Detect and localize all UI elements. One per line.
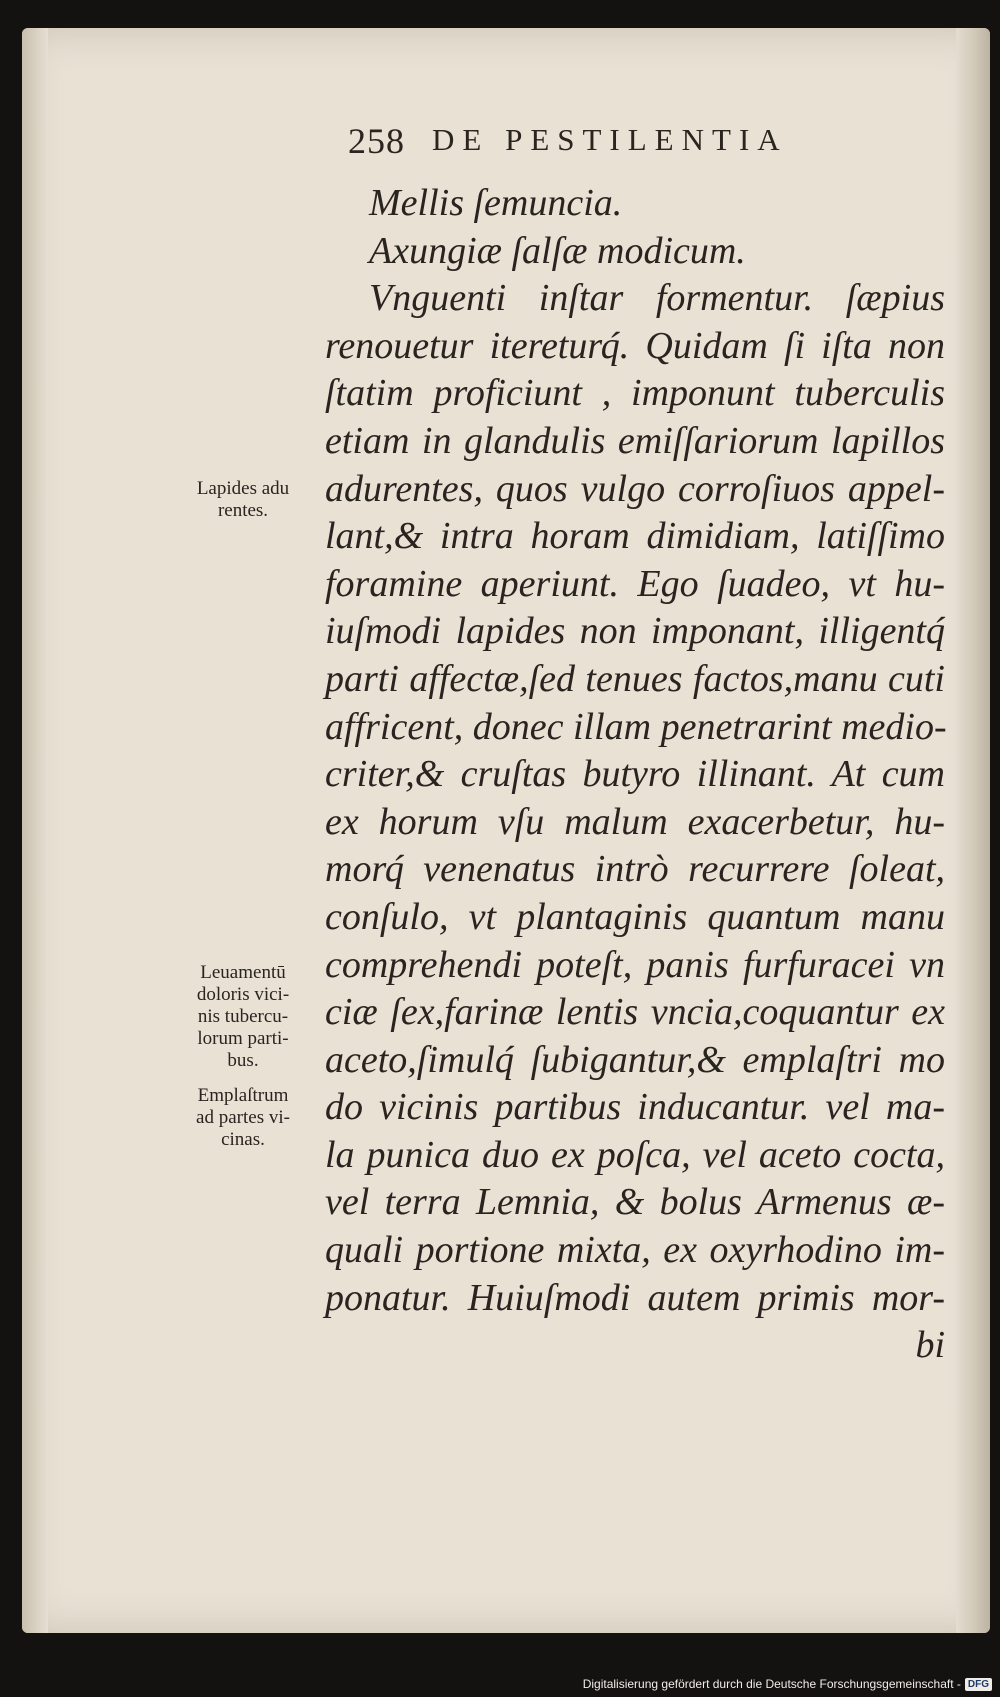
body-line: ciæ ſex,farinæ lentis vncia,coquantur ex <box>325 991 945 1034</box>
body-line: ſtatim proficiunt , imponunt tuberculis <box>325 372 945 415</box>
body-line: ex horum vſu malum exacerbetur, hu- <box>325 800 945 843</box>
body-line: parti affectæ,ſed tenues factos,manu cuti <box>325 657 945 700</box>
body-line: adurentes, quos vulgo corroſiuos appel- <box>325 467 945 510</box>
marginal-note-line: rentes. <box>217 500 269 521</box>
marginal-note-emplastrum <box>168 1085 318 1151</box>
body-line: Vnguenti inſtar formentur. ſæpius <box>369 277 945 320</box>
credit-text: Digitalisierung gefördert durch die Deutsche Forschungsgemeinschaft - <box>582 1677 961 1691</box>
body-line: conſulo, vt plantaginis quantum manu <box>325 895 945 938</box>
page-number: 258 <box>348 121 405 161</box>
running-title: DE PESTILENTIA <box>432 122 788 157</box>
page-right-edge <box>956 28 990 1633</box>
body-line: comprehendi poteſt, panis furfuracei vn <box>325 943 945 986</box>
body-line: etiam in glandulis emiſſariorum lapillos <box>325 419 945 462</box>
marginal-note-line: Leuamentū <box>200 962 286 983</box>
body-line: foramine aperiunt. Ego ſuadeo, vt hu- <box>325 562 945 605</box>
marginal-note-leuamentum <box>168 962 318 1072</box>
marginal-note-line: ad partes vi- <box>196 1107 290 1128</box>
body-line: do vicinis partibus inducantur. vel ma- <box>325 1086 945 1129</box>
marginal-note-lapides <box>168 478 318 522</box>
catchword: bi <box>915 1324 945 1367</box>
body-line: Axungiæ ſalſæ modicum. <box>369 229 746 272</box>
body-text <box>325 180 945 1370</box>
marginal-note-line: lorum parti- <box>197 1028 289 1049</box>
body-line: criter,& cruſtas butyro illinant. At cum <box>325 753 945 796</box>
body-line: morq́ venenatus intrò recurrere ſoleat, <box>325 848 945 891</box>
body-line: la punica duo ex poſca, vel aceto cocta, <box>325 1133 945 1176</box>
page-header <box>330 120 950 170</box>
body-line: aceto,ſimulq́ ſubigantur,& emplaſtri mo <box>325 1038 945 1081</box>
marginal-note-line: Emplaſtrum <box>197 1085 289 1106</box>
body-line: quali portione mixta, ex oxyrhodino im- <box>325 1229 945 1272</box>
marginal-note-line: cinas. <box>221 1129 265 1150</box>
dfg-logo: DFG <box>965 1678 992 1691</box>
body-line: ponatur. Huiuſmodi autem primis mor- <box>325 1276 945 1319</box>
marginal-note-line: doloris vici- <box>196 984 290 1005</box>
page-left-edge <box>22 28 48 1633</box>
digitization-credit <box>583 1675 992 1693</box>
marginal-note-line: Lapides adu <box>196 478 290 499</box>
body-line: affricent, donec illam penetrarint medio- <box>325 705 947 748</box>
body-line: vel terra Lemnia, & bolus Armenus æ- <box>325 1181 945 1224</box>
marginal-note-line: bus. <box>227 1050 259 1071</box>
body-line: lant,& intra horam dimidiam, latiſſimo <box>325 515 945 558</box>
body-line: renouetur itereturq́. Quidam ſi iſta non <box>325 324 945 367</box>
marginal-note-line: nis tubercu- <box>197 1006 289 1027</box>
body-line: Mellis ſemuncia. <box>369 182 623 224</box>
body-line: iuſmodi lapides non imponant, illigentq́ <box>325 610 945 653</box>
